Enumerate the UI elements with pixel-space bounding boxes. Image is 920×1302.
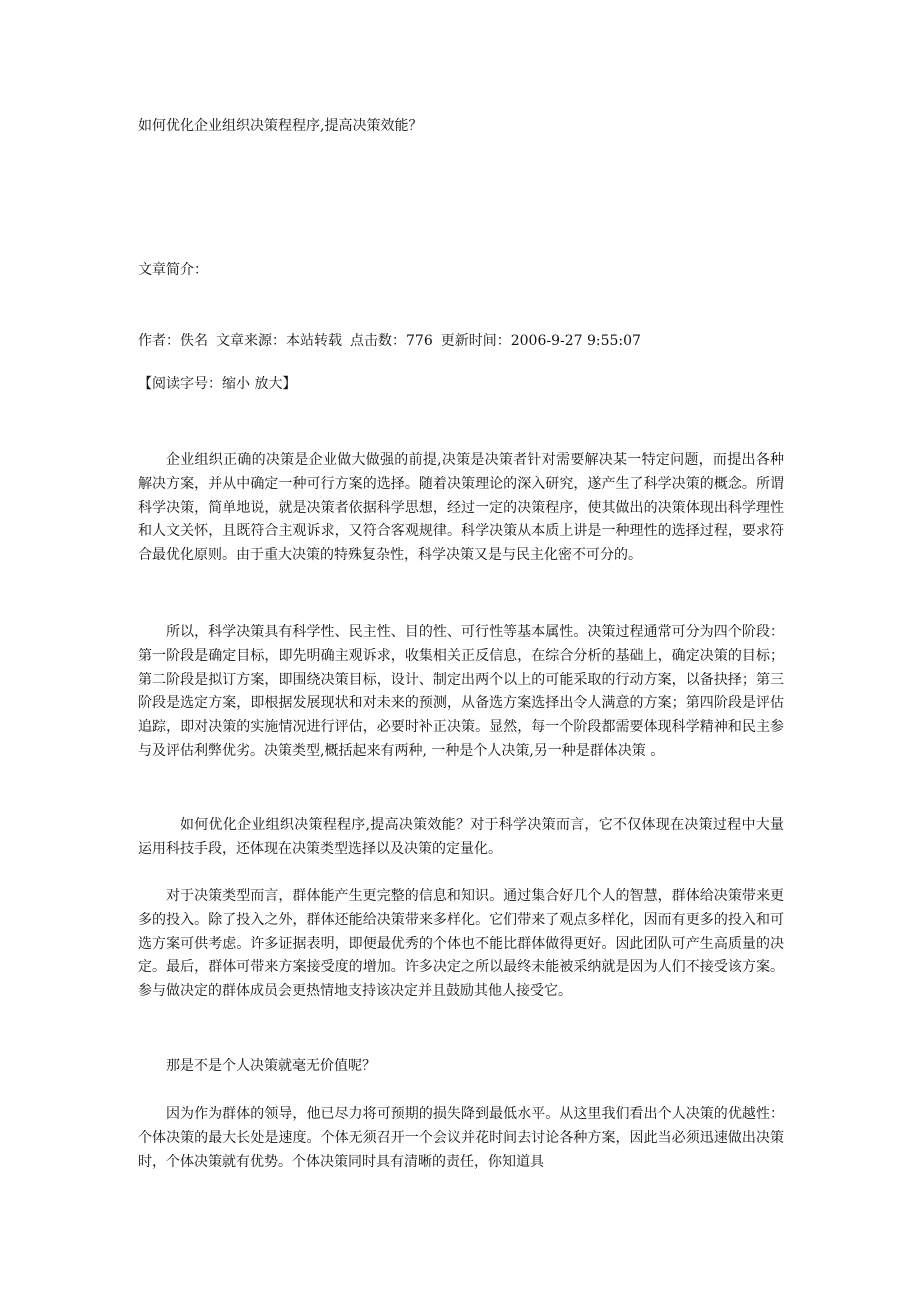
shrink-font-link[interactable]: 缩小 — [222, 376, 250, 392]
meta-clicks: 点击数：776 — [350, 333, 433, 349]
paragraph: 如何优化企业组织决策程程序,提高决策效能？对于科学决策而言，它不仅体现在决策过程中大量运用科技手段，还体现在决策类型选择以及决策的定量化。 — [138, 817, 784, 857]
font-size-prefix: 【阅读字号： — [138, 376, 222, 392]
paragraph: 所以，科学决策具有科学性、民主性、目的性、可行性等基本属性。决策过程通常可分为四个阶段：第一阶段是确定目标，即先明确主观诉求，收集相关正反信息，在综合分析的基础上，确定决策的目标；第二阶段是拟订方案，即围绕决策目标，设计、制定出两个以上的可能采取的行动方案，以备抉择；第三阶段是选定方案，即根据发展现状和对未来的预测，从备选方案选择出令人满意的方案；第四阶段是评估追踪，即对决策的实施情况进行评估，必要时补正决策。显然，每一个阶段都需要体现科学精神和民主参与及评估利弊优劣。决策类型,概括起来有两种, 一种是个人决策,另一种是群体决策 。 — [138, 624, 784, 759]
paragraph: 因为作为群体的领导，他已尽力将可预期的损失降到最低水平。从这里我们看出个人决策的优越性：个体决策的最大长处是速度。个体无须召开一个会议并花时间去讨论各种方案，因此当必须迅速做出决策时，个体决策就有优势。个体决策同时具有清晰的责任，你知道具 — [138, 1106, 784, 1170]
paragraph: 对于决策类型而言，群体能产生更完整的信息和知识。通过集合好几个人的智慧，群体给决策带来更多的投入。除了投入之外，群体还能给决策带来多样化。它们带来了观点多样化，因而有更多的投入和可选方案可供考虑。许多证据表明，即便最优秀的个体也不能比群体做得更好。因此团队可产生高质量的决定。最后，群体可带来方案接受度的增加。许多决定之所以最终未能被采纳就是因为人们不接受该方案。参与做决定的群体成员会更热情地支持该决定并且鼓励其他人接受它。 — [138, 888, 784, 1000]
article-summary-label: 文章简介： — [138, 262, 208, 278]
meta-updated: 更新时间：2006-9-27 9:55:07 — [440, 333, 641, 349]
paragraph: 企业组织正确的决策是企业做大做强的前提,决策是决策者针对需要解决某一特定问题，而提出各种解决方案，并从中确定一种可行方案的选择。随着决策理论的深入研究，遂产生了科学决策的概念。所谓科学决策，简单地说，就是决策者依据科学思想，经过一定的决策程序，使其做出的决策体现出科学理性和人文关怀，且既符合主观诉求，又符合客观规律。科学决策从本质上讲是一种理性的选择过程，要求符合最优化原则。由于重大决策的特殊复杂性，科学决策又是与民主化密不可分的。 — [138, 452, 784, 564]
meta-source: 文章来源：本站转载 — [216, 333, 342, 349]
font-size-control — [138, 374, 296, 394]
meta-author: 作者：佚名 — [138, 333, 208, 349]
article-meta — [138, 331, 641, 351]
enlarge-font-link[interactable]: 放大 — [254, 376, 283, 392]
paragraph: 那是不是个人决策就毫无价值呢？ — [166, 1058, 376, 1074]
font-size-suffix: 】 — [282, 376, 297, 392]
article-title: 如何优化企业组织决策程程序,提高决策效能？ — [138, 118, 423, 134]
